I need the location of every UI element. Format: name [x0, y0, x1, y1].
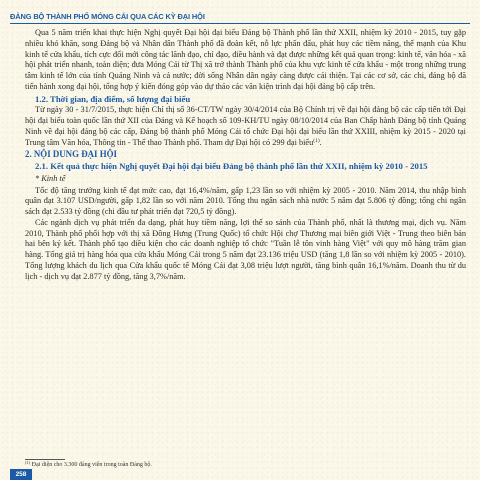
- footnote-ref: (1): [313, 137, 320, 144]
- header-rule: [10, 23, 470, 24]
- running-header: ĐẢNG BỘ THÀNH PHỐ MÓNG CÁI QUA CÁC KỲ ĐẠI HỘI: [10, 12, 205, 21]
- footnote: [25, 461, 465, 469]
- paragraph-time-place-text: Từ ngày 30 - 31/7/2015, thực hiện Chỉ thị số 36-CT/TW ngày 30/4/2014 của Bộ Chính trị về đại hội đảng bộ các cấp tiến tới Đại hội đại biểu toàn quốc lần thứ XII của Đảng và Kế hoạch số 109-KH/TU ngày 08/10/2014 của Ban Chấp hành Đảng bộ tỉnh Quảng Ninh về đại hội đảng bộ các cấp, Đảng bộ thành phố Móng Cái tổ chức Đại hội đại biểu lần thứ XXIII, nhiệm kỳ 2015 - 2020 tại Trung tâm Văn hóa, Thông tin - Thể thao Thành phố. Tham dự Đại hội có 299 đại biểu: [25, 105, 466, 147]
- heading-1-2: 1.2. Thời gian, địa điểm, số lượng đại biểu: [35, 93, 191, 104]
- paragraph-services: Các ngành dịch vụ phát triển đa dạng, phát huy tiềm năng, lợi thế so sánh của Thành phố, nhất là thương mại, dịch vụ. Năm 2010, Thành phố phối hợp với thị xã Đông Hưng (Trung Quốc) tổ chức Hội chợ Thương mại biên giới Việt - Trung theo biên bản hai bên ký kết. Thành phố tạo điều kiện cho các doanh nghiệp tổ chức "Tuần lễ tôn vinh hàng Việt" với quy mô hàng trăm gian hàng. Tổng giá trị hàng hóa qua cửa khẩu Móng Cái trong 5 năm đạt 23.136 triệu USD (tăng 1,8 lần so với nhiệm kỳ 2005 - 2010). Tổng lượng khách du lịch qua Cửa khẩu quốc tế Móng Cái đạt 3,08 triệu lượt người, tăng bình quân 16,1%/năm. Doanh thu từ du lịch - dịch vụ đạt 2.877 tỷ đồng, tăng 3,7%/năm.: [25, 217, 466, 281]
- paragraph-growth: Tốc độ tăng trưởng kinh tế đạt mức cao, đạt 16,4%/năm, gấp 1,23 lần so với nhiệm kỳ 2005 - 2010. Năm 2014, thu nhập bình quân đạt 3.107 USD/người, gấp 1,82 lần so với năm 2010. Tổng thu ngân sách nhà nước 5 năm đạt 5.806 tỷ đồng; tổng chi ngân sách đạt 2.533 tỷ đồng (chi đầu tư phát triển đạt 720,5 tỷ đồng).: [25, 185, 466, 217]
- body-text: [25, 28, 466, 282]
- heading-2: 2. NỘI DUNG ĐẠI HỘI: [25, 149, 117, 160]
- footnote-rule: [25, 459, 65, 460]
- page-number: 258: [15, 471, 27, 478]
- paragraph-intro: Qua 5 năm triển khai thực hiện Nghị quyết Đại hội đại biểu Đảng bộ Thành phố lần thứ XXII, nhiệm kỳ 2010 - 2015, tuy gặp nhiều khó khăn, song Đảng bộ và Nhân dân Thành phố đã đoàn kết, nỗ lực phấn đấu, phát huy các tiềm năng, thế mạnh của Khu kinh tế cửa khẩu, tích cực đổi mới công tác lãnh đạo, chỉ đạo, điều hành và đạt được những kết quả quan trọng: kinh tế, văn hóa - xã hội phát triển nhanh, toàn diện; đưa Móng Cái từ Thị xã trở thành Thành phố của khu vực kinh tế cửa khẩu - một trong những trung tâm kinh tế lớn của tỉnh Quảng Ninh và cả nước; đời sống Nhân dân ngày càng được cải thiện. Tại các cơ sở, các chi, đảng bộ đã tiến hành xong đại hội, tổng hợp ý kiến đóng góp vào dự thảo các văn kiện trình đại hội đảng bộ cấp trên.: [25, 28, 466, 91]
- footnote-mark: (1): [25, 460, 31, 465]
- paragraph-time-place: [25, 105, 466, 148]
- heading-2-1: 2.1. Kết quả thực hiện Nghị quyết Đại hội đại biểu Đảng bộ thành phố lần thứ XXII, nhiệm kỳ 2010 - 2015: [35, 161, 428, 171]
- footnote-text: Đại diện cho 3.300 đảng viên trong toàn Đảng bộ.: [31, 462, 152, 468]
- subheading-economy: * Kinh tế: [35, 173, 66, 183]
- paragraph-time-place-end: .: [319, 137, 322, 147]
